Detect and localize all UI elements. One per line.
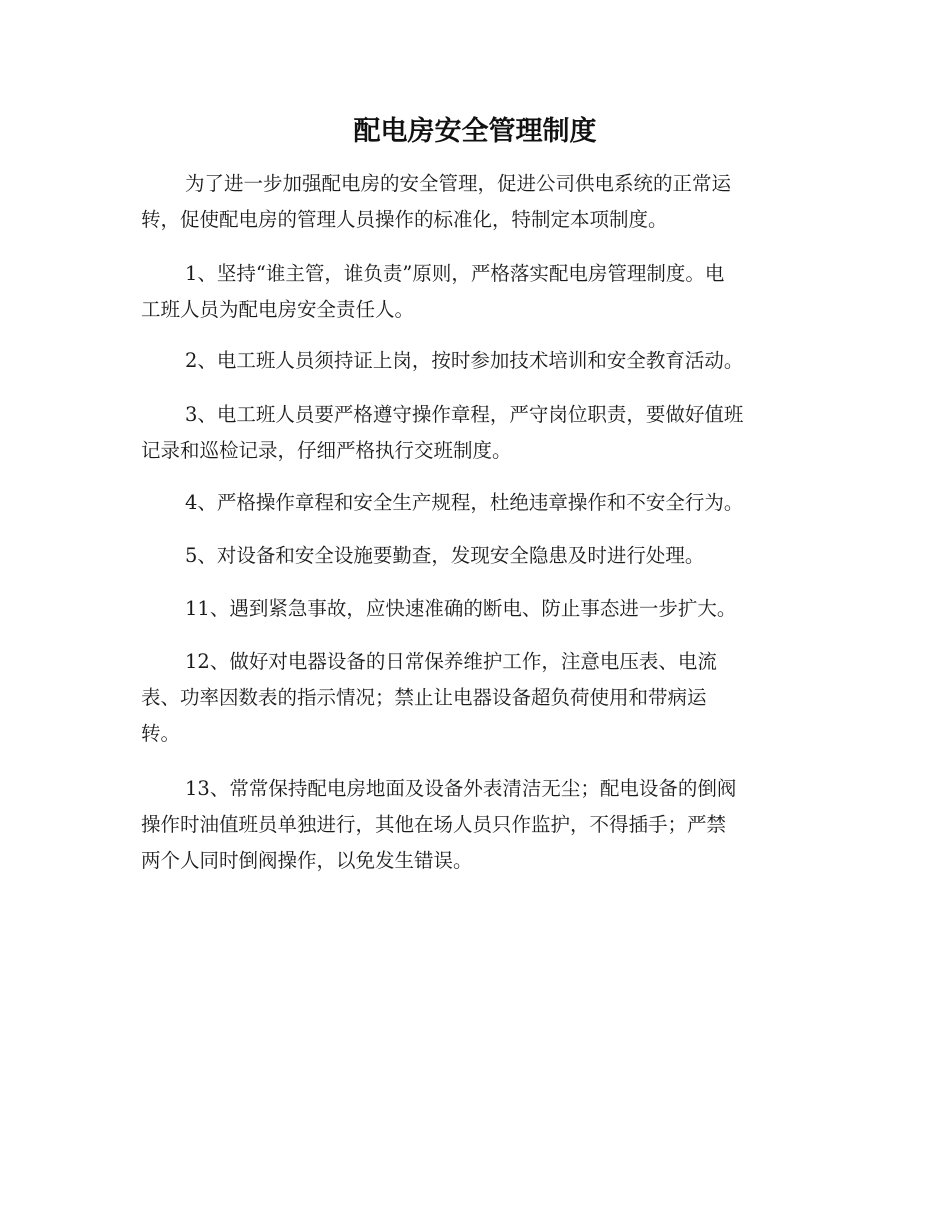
paragraph-line: 3、电工班人员要严格遵守操作章程，严守岗位职责，要做好值班 [185,403,744,426]
paragraph-line: 为了进一步加强配电房的安全管理，促进公司供电系统的正常运 [185,172,732,195]
paragraph-line: 13、常常保持配电房地面及设备外表清洁无尘；配电设备的倒阀 [185,777,737,800]
rule-item-12 [141,644,809,752]
rule-item-1 [141,256,809,328]
paragraph-line: 两个人同时倒阀操作，以免发生错误。 [141,849,473,872]
paragraph-line: 2、电工班人员须持证上岗，按时参加技术培训和安全教育活动。 [185,349,744,372]
rule-item-13 [141,771,809,879]
paragraph-line: 4、严格操作章程和安全生产规程，杜绝违章操作和不安全行为。 [185,491,744,514]
paragraph-line: 表、功率因数表的指示情况；禁止让电器设备超负荷使用和带病运 [141,686,707,709]
document-title: 配电房安全管理制度 [353,116,597,147]
rule-item-4 [141,485,809,521]
paragraph-line: 5、对设备和安全设施要勤查，发现安全隐患及时进行处理。 [185,544,705,567]
rule-item-11 [141,591,809,627]
paragraph-line: 12、做好对电器设备的日常保养维护工作，注意电压表、电流 [185,650,717,673]
paragraph-line: 1、坚持“谁主管，谁负责”原则，严格落实配电房管理制度。电 [185,262,725,285]
rule-item-3 [141,397,809,469]
paragraph-line: 操作时油值班员单独进行，其他在场人员只作监护，不得插手；严禁 [141,813,727,836]
paragraph-line: 转，促使配电房的管理人员操作的标准化，特制定本项制度。 [141,208,668,231]
rule-item-5 [141,538,809,574]
rule-item-2 [141,343,809,379]
intro-paragraph [141,166,809,238]
paragraph-line: 工班人员为配电房安全责任人。 [141,298,415,321]
paragraph-line: 转。 [141,722,181,745]
paragraph-line: 11、遇到紧急事故，应快速准确的断电、防止事态进一步扩大。 [185,597,737,620]
paragraph-line: 记录和巡检记录，仔细严格执行交班制度。 [141,439,512,462]
